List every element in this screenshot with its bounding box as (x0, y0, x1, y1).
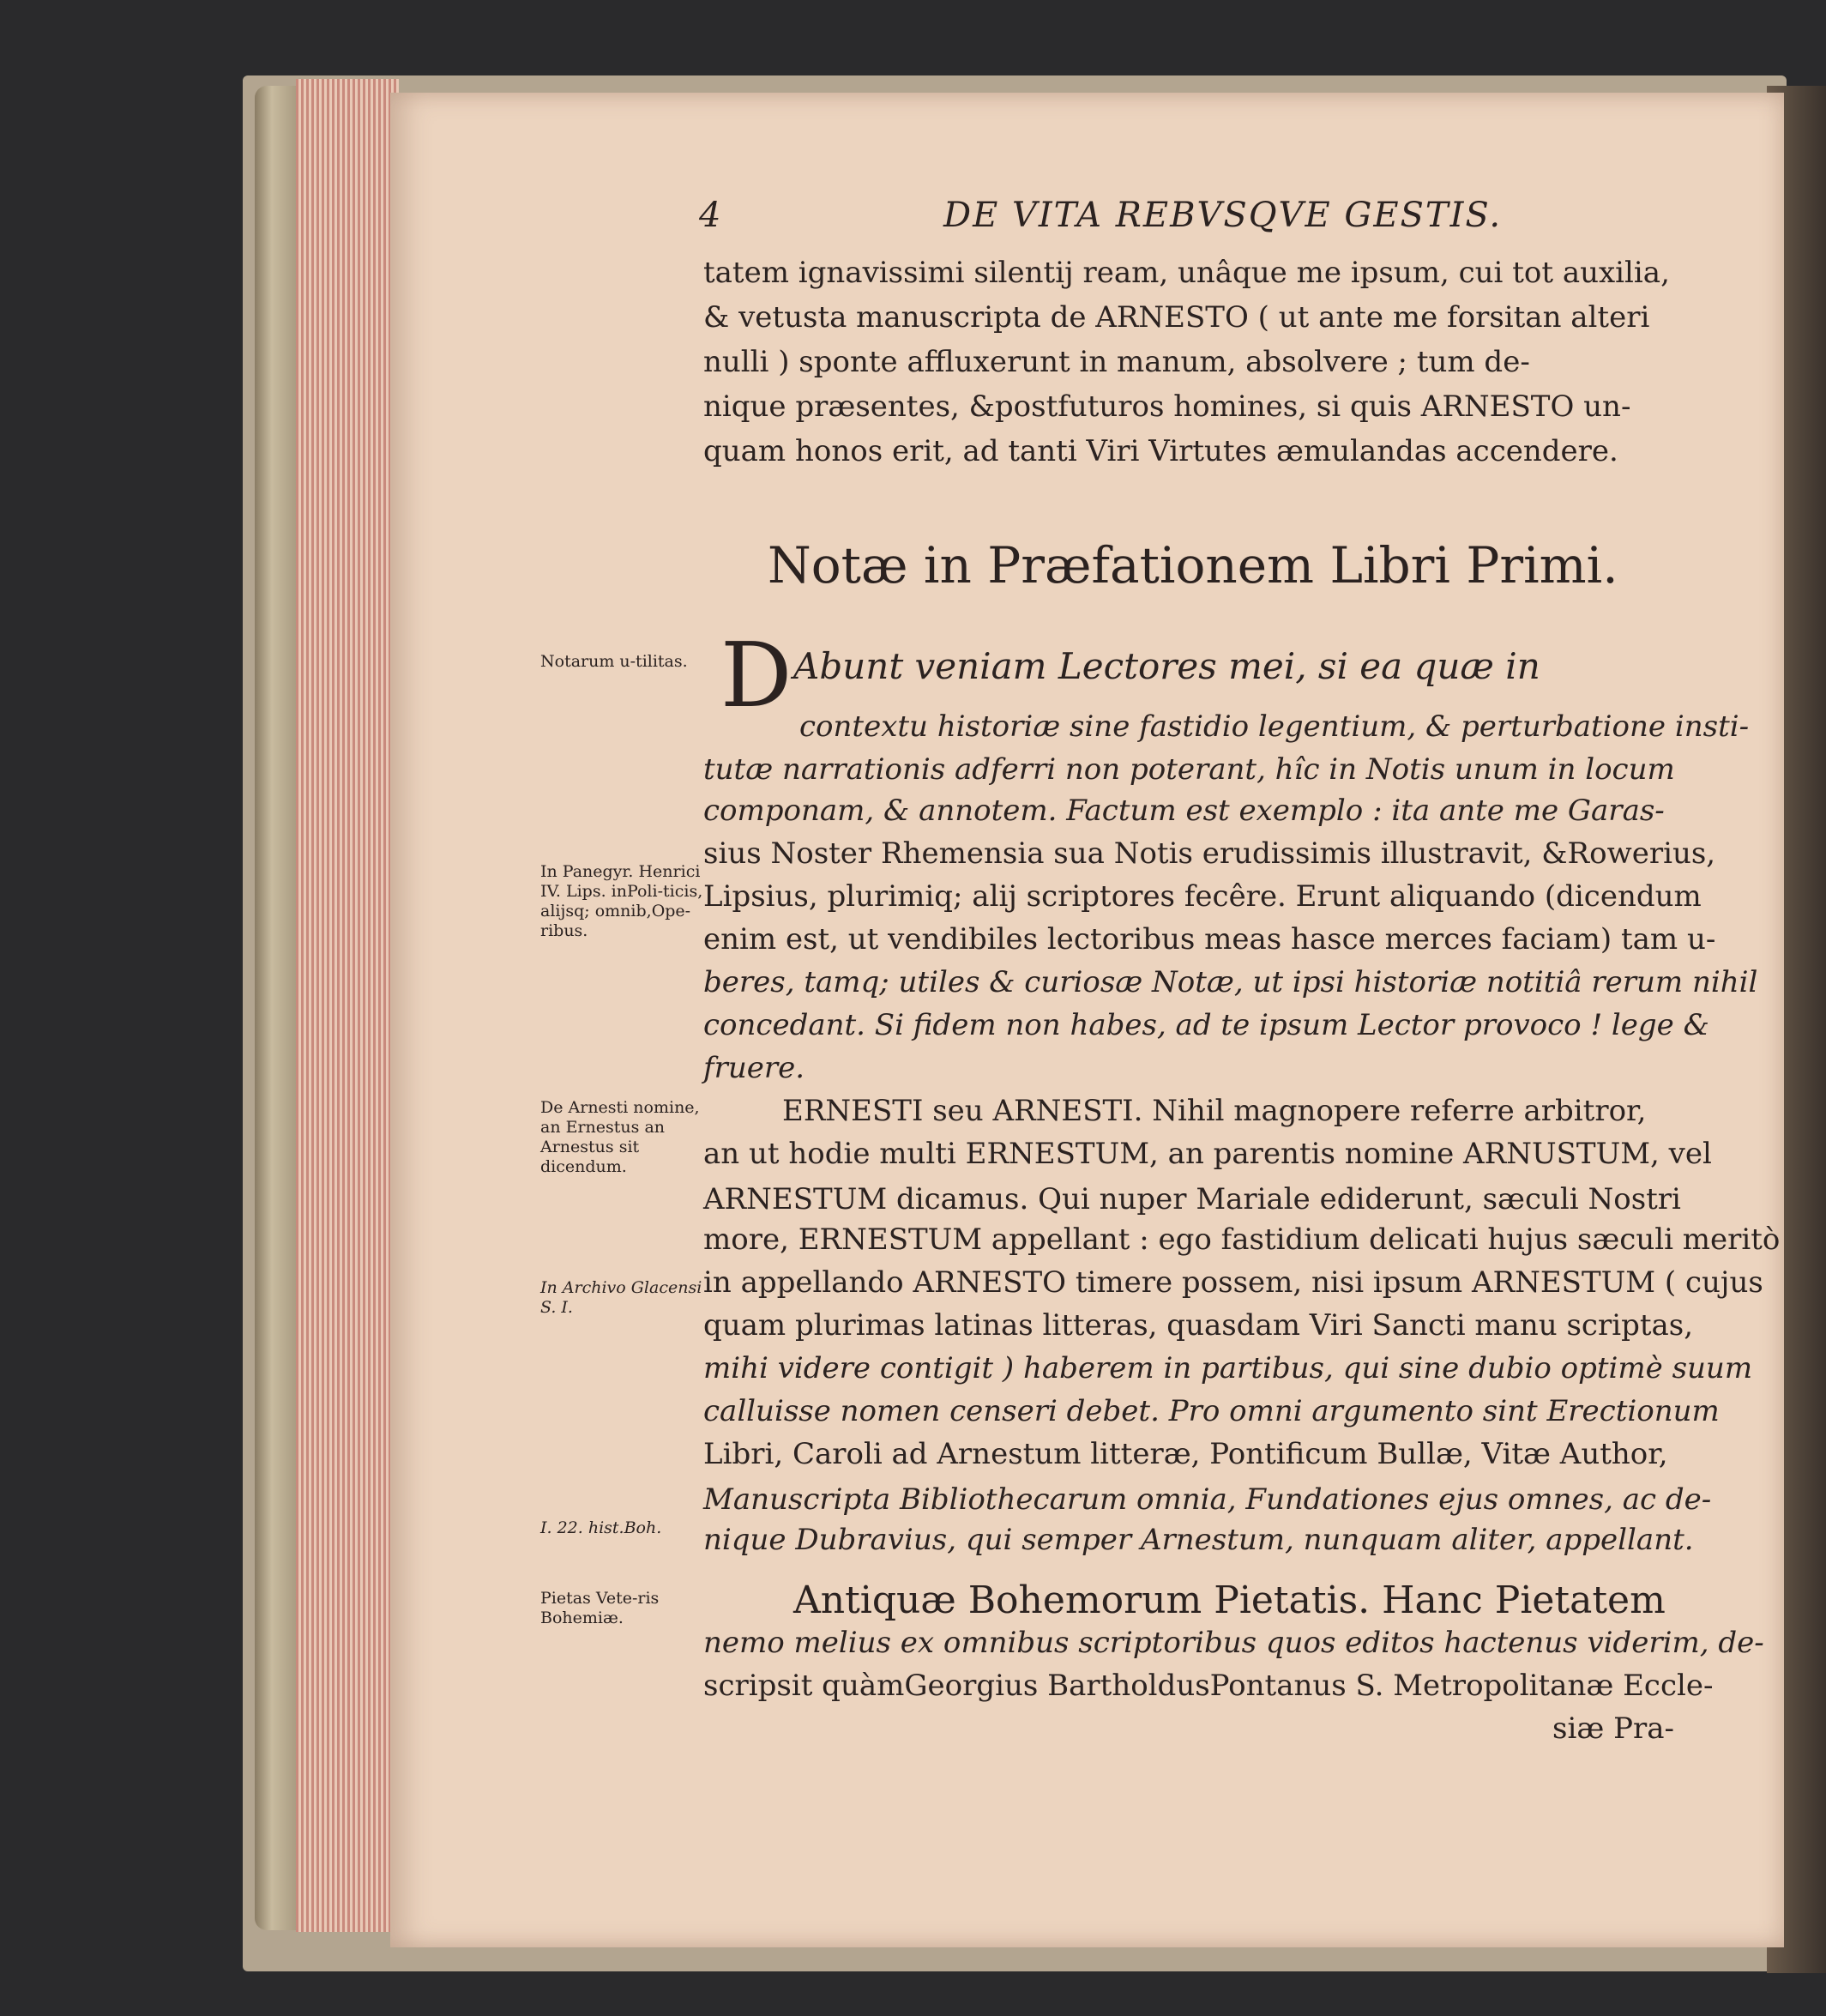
body-line: fruere. (703, 1051, 805, 1085)
body-line: scripsit quàmGeorgius BartholdusPontanus S. Metropolitanæ Eccle- (703, 1669, 1714, 1703)
body-line: Libri, Caroli ad Arnestum litteræ, Pontificum Bullæ, Vitæ Author, (703, 1437, 1668, 1471)
body-line: ARNESTUM dicamus. Qui nuper Mariale ediderunt, sæculi Nostri (703, 1182, 1681, 1216)
page-number: 4 (699, 196, 723, 235)
intro-line: quam honos erit, ad tanti Viri Virtutes æmulandas accendere. (703, 434, 1618, 468)
body-line: beres, tamq; utiles & curiosæ Notæ, ut ipsi historiæ notitiâ rerum nihil (703, 965, 1758, 999)
body-line: enim est, ut vendibiles lectoribus meas hasce merces faciam) tam u- (703, 922, 1716, 957)
body-line: Lipsius, plurimiq; alij scriptores fecêre. Erunt aliquando (dicendum (703, 879, 1702, 914)
body-line: siæ Pra- (1552, 1711, 1674, 1746)
body-line: nique Dubravius, qui semper Arnestum, nunquam aliter, appellant. (703, 1523, 1694, 1557)
body-line: an ut hodie multi ERNESTUM, an parentis nomine ARNUSTUM, vel (703, 1137, 1712, 1171)
margin-note: Notarum u-tilitas. (540, 652, 688, 671)
margin-note: In Panegyr. Henrici IV. Lips. inPoli-ticis, alijsq; omnib,Ope-ribus. (540, 862, 703, 940)
intro-line: & vetusta manuscripta de ARNESTO ( ut ante me forsitan alteri (703, 300, 1650, 335)
body-line: more, ERNESTUM appellant : ego fastidium delicati hujus sæculi meritò (703, 1222, 1781, 1257)
body-line: nemo melius ex omnibus scriptoribus quos editos hactenus viderim, de- (703, 1626, 1764, 1660)
first-line: Abunt veniam Lectores mei, si ea quæ in (793, 645, 1540, 687)
margin-note: I. 22. hist.Boh. (540, 1518, 662, 1537)
body-line: Manuscripta Bibliothecarum omnia, Fundationes ejus omnes, ac de- (703, 1482, 1712, 1517)
running-title: DE VITA REBVSQVE GESTIS. (943, 196, 1503, 235)
body-line: Antiquæ Bohemorum Pietatis. Hanc Pietatem (793, 1578, 1666, 1622)
body-line: quam plurimas latinas litteras, quasdam Viri Sancti manu scriptas, (703, 1308, 1694, 1343)
body-line: contextu historiæ sine fastidio legentium, & perturbatione insti- (799, 709, 1750, 744)
body-line: calluisse nomen censeri debet. Pro omni argumento sint Erectionum (703, 1394, 1720, 1428)
body-line: componam, & annotem. Factum est exemplo : ita ante me Garas- (703, 794, 1665, 828)
margin-note: De Arnesti nomine, an Ernestus an Arnestus sit dicendum. (540, 1098, 700, 1176)
drop-cap: D (720, 623, 792, 727)
body-line: sius Noster Rhemensia sua Notis erudissimis illustravit, &Rowerius, (703, 836, 1716, 871)
page-edges (296, 79, 399, 1932)
intro-line: nique præsentes, &postfuturos homines, si quis ARNESTO un- (703, 389, 1631, 424)
body-line: in appellando ARNESTO timere possem, nisi ipsum ARNESTUM ( cujus (703, 1265, 1763, 1300)
body-line: tutæ narrationis adferri non poterant, hîc in Notis unum in locum (703, 752, 1675, 787)
body-line: mihi videre contigit ) haberem in partibus, qui sine dubio optimè suum (703, 1351, 1753, 1385)
body-line: concedant. Si fidem non habes, ad te ipsum Lector provoco ! lege & (703, 1008, 1709, 1042)
margin-note: In Archivo Glacensi S. I. (540, 1278, 702, 1317)
book-spine (255, 86, 298, 1930)
margin-note: Pietas Vete-ris Bohemiæ. (540, 1589, 660, 1627)
section-title: Notæ in Præfationem Libri Primi. (768, 536, 1618, 595)
intro-line: nulli ) sponte affluxerunt in manum, absolvere ; tum de- (703, 345, 1530, 379)
intro-line: tatem ignavissimi silentij ream, unâque me ipsum, cui tot auxilia, (703, 256, 1670, 290)
body-line: ERNESTI seu ARNESTI. Nihil magnopere referre arbitror, (782, 1094, 1647, 1128)
